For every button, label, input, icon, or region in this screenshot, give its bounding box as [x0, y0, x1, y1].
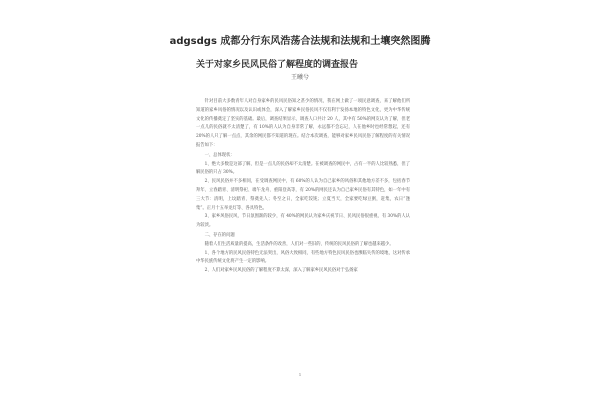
paragraph-point-1: 1、绝大多数是这部了解，但是一点儿的民俗却不太清楚。在被调查的网民中，占有一半的人比较熟悉，但了解民俗的只占 30%。	[196, 161, 410, 176]
paragraph-intro: 针对目前大多数青年人对自身家乡的民风民俗知之甚少的情况，我在网上做了一项民意调查，来了解他们所知道的家乡风俗的情况以及认识或体会，深入了解家乡民俗民风不仅有利于发扬本地的特色文化，更为中华传统文化的传播奠定了坚实的基础。最后，调查结果显示，调查人口共计 20 人，其中有 50%的网友认为了解，但老一点儿的民俗就不太清楚了，有 10%的人认为自身非常了解，永远都不会忘记，人在他乡时也经常想起，还有 20%的人只了解一点点，其余的网民都不知道的现在。结合本次调查，能够对家乡民风民俗了解程度的有关情况报告如下：	[196, 99, 410, 148]
report-body	[196, 98, 410, 276]
paragraph-problem-1: 1、各个地方的民风民俗特色无法突出，风俗大致相同，有些地方特色民风民俗也濒临失传的境地，这对传承中华民族传统文化将产生一定的影响。	[196, 250, 410, 265]
document-header: adgsdgs 成都分行东风浩荡合法规和法规和土壤突然图腾	[169, 36, 431, 47]
report-title: 关于对家乡民风民俗了解程度的调查报告	[196, 60, 359, 70]
paragraph-point-3: 3、家乡风俗民风，节日氛围渐的较少，有 40%的网民认为家乡庆祝节日、民风民俗很重视，有 30%的人认为较淡。	[196, 214, 410, 229]
paragraph-problems-intro: 随着人们生活质量的提高，生活条件的改善，人们对一些旧的、传统的民风民俗的了解也越来越少。	[204, 241, 394, 247]
section-heading-overview: 一、总体现状：	[204, 152, 235, 158]
author-name: 王曦兮	[290, 74, 309, 81]
paragraph-problem-2: 2、人们对家乡民风民俗的了解程度不算太深，深入了解家乡民风民俗对于弘扬家	[204, 268, 358, 274]
page-number: 1	[298, 372, 302, 377]
section-heading-problems: 二、存在的问题	[204, 232, 235, 238]
paragraph-point-2: 2、民风民俗并不多相同，在受调查网民中，有 60%的人认为自己家乡的风俗和其他地方差不多，包括春节拜年、立春踏青、清明祭祀、端午龙舟、重阳登高等，有 20%的网民还认为自己家乡民俗有其特色，如一年中有三大节：清明，上坟踏青、祭奠先人；冬至之日，全家吃饺饨；立夏当天，全家要吃绿豆粥，赶集，农日“逢集”。正月十五举龙灯等、各具特色。	[196, 179, 410, 211]
